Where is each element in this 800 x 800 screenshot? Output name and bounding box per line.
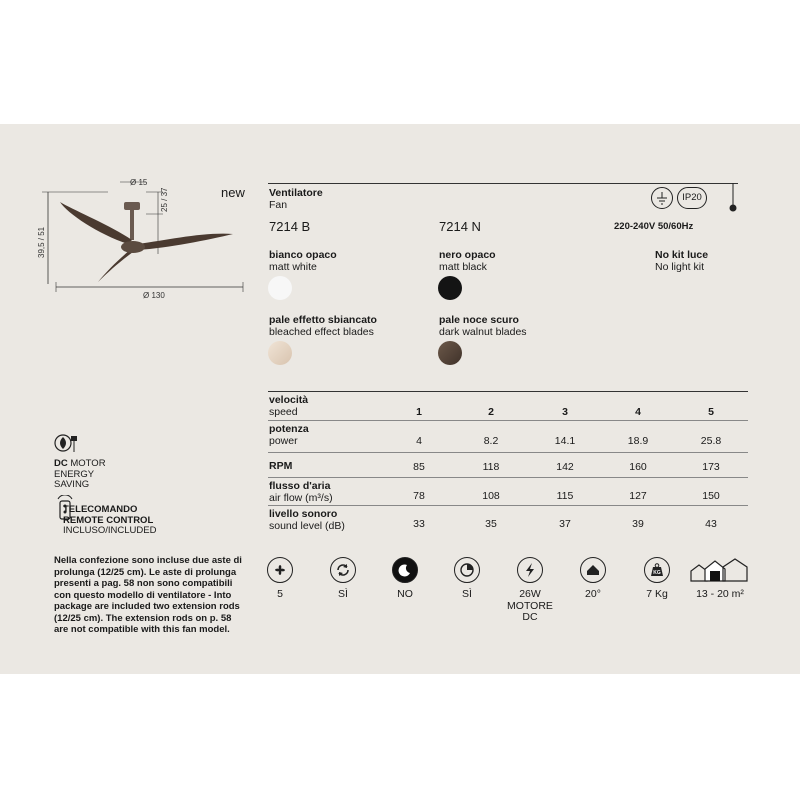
table-cell: 127: [629, 490, 647, 502]
remote-badge: [63, 505, 156, 537]
header-rule: [268, 183, 738, 184]
rod-diameter-dim: Ø 15: [130, 178, 148, 187]
table-cell: 18.9: [627, 435, 649, 447]
table-rule-3: [268, 477, 748, 478]
new-badge: new: [221, 185, 245, 200]
finish-black-it: nero opaco: [439, 249, 496, 261]
blades-white-en: bleached effect blades: [269, 326, 374, 338]
row-header-power: [269, 424, 309, 447]
finish-black-en: matt black: [439, 261, 487, 273]
dc-motor-badge: [54, 459, 106, 491]
type-en: Fan: [269, 199, 288, 211]
blades-black: [439, 314, 527, 338]
ceiling-angle-icon: [580, 557, 606, 583]
finish-black: [439, 249, 496, 273]
ceiling-mount-icon: [726, 183, 740, 215]
telecomando-label: TELECOMANDO: [63, 504, 138, 515]
sound-it: livello sonoro: [269, 508, 338, 520]
dc-motor-icon: [517, 557, 543, 583]
table-cell: 78: [413, 490, 425, 502]
product-type: [269, 187, 323, 211]
blades-black-en: dark walnut blades: [439, 326, 527, 338]
energy-label: ENERGY: [54, 468, 95, 480]
speed-it: velocità: [269, 394, 309, 406]
table-cell: 173: [702, 461, 720, 473]
spec-value: SÌ: [462, 588, 472, 600]
diameter-dim: Ø 130: [143, 291, 165, 300]
ground-icon: [651, 187, 673, 209]
airflow-it: flusso d'aria: [269, 480, 331, 492]
spec-value: NO: [397, 588, 413, 600]
table-cell: 25.8: [700, 435, 722, 447]
light-kit: [655, 249, 708, 273]
motor-type-it: MOTORE: [507, 599, 553, 612]
table-cell: 8.2: [483, 435, 499, 447]
table-cell: 2: [488, 406, 494, 418]
fan-speeds-icon: [267, 557, 293, 583]
table-cell: 142: [556, 461, 574, 473]
table-cell: 115: [556, 490, 574, 502]
table-cell: 35: [485, 518, 497, 530]
spec-value: 5: [277, 588, 283, 600]
table-rule-1: [268, 420, 748, 421]
blades-white-it: pale effetto sbiancato: [269, 314, 377, 326]
finish-white: [269, 249, 337, 273]
power-en: power: [269, 434, 298, 447]
ip-rating: IP20: [677, 187, 707, 209]
spec-value: [500, 589, 560, 624]
power-it: potenza: [269, 423, 309, 435]
remote-control-label: REMOTE CONTROL: [63, 514, 154, 526]
table-cell: 5: [708, 406, 714, 418]
rod-height-dim: 25 / 37: [160, 187, 169, 212]
code-white: 7214 B: [269, 219, 311, 234]
airflow-en: air flow (m³/s): [269, 491, 333, 504]
motor-power: 26W: [519, 588, 541, 600]
table-rule-2: [268, 452, 748, 453]
table-cell: 39: [632, 518, 644, 530]
finish-white-en: matt white: [269, 261, 317, 273]
table-cell: 3: [562, 406, 568, 418]
spec-value: 13 - 20 m²: [696, 588, 744, 600]
light-kit-it: No kit luce: [655, 249, 709, 261]
svg-text:KG: KG: [653, 570, 661, 576]
saving-label: SAVING: [54, 479, 90, 490]
voltage: 220-240V 50/60Hz: [614, 221, 694, 232]
table-rule-top: [268, 391, 748, 392]
light-kit-en: No light kit: [655, 261, 705, 273]
table-cell: 43: [705, 518, 717, 530]
swatch-black: [438, 276, 462, 300]
blades-white: [269, 314, 377, 338]
table-cell: 160: [629, 461, 647, 473]
speed-en: speed: [269, 405, 298, 418]
weight-icon: [644, 557, 670, 583]
spec-value: 7 Kg: [646, 588, 668, 600]
table-cell: 4: [635, 406, 641, 418]
table-cell: 14.1: [554, 435, 576, 447]
night-mode-icon: [392, 557, 418, 583]
spec-value: 20°: [585, 588, 601, 600]
row-header-airflow: [269, 481, 333, 504]
dc-motor-badge-icon: [54, 432, 84, 458]
timer-icon: [454, 557, 480, 583]
table-rule-4: [268, 505, 748, 506]
sound-en: sound level (dB): [269, 519, 345, 532]
table-cell: 1: [416, 406, 422, 418]
swatch-blades-white: [268, 341, 292, 365]
rpm-label: RPM: [269, 460, 293, 472]
total-height-dim: 39,5 / 51: [37, 226, 46, 258]
swatch-white: [268, 276, 292, 300]
row-header-rpm: [269, 461, 292, 473]
motor-type-dc: DC: [522, 611, 538, 623]
dc-label: DC: [54, 458, 68, 469]
room-size-icon: [689, 557, 751, 583]
row-header-speed: [269, 395, 308, 418]
included-label: INCLUSO/INCLUDED: [63, 525, 157, 536]
table-cell: 150: [702, 490, 720, 502]
table-cell: 118: [482, 461, 500, 473]
reverse-icon: [330, 557, 356, 583]
table-cell: 4: [416, 435, 422, 447]
spec-value: SÌ: [338, 588, 348, 600]
table-cell: 85: [413, 461, 425, 473]
code-black: 7214 N: [439, 219, 481, 234]
table-cell: 37: [559, 518, 571, 530]
type-it: Ventilatore: [269, 187, 323, 199]
table-cell: 33: [413, 518, 425, 530]
blades-black-it: pale noce scuro: [439, 314, 519, 326]
table-cell: 108: [482, 490, 500, 502]
package-note: Nella confezione sono incluse due aste di prolunga (12/25 cm). Le aste di prolunga presenti a pag. 58 non sono compatibili con questo modello di ventilatore - Into package are included two extension rods (12/25 cm). The extension rods on p. 58 are not compatible with this fan model.: [54, 555, 242, 635]
row-header-sound: [269, 509, 345, 532]
finish-white-it: bianco opaco: [269, 249, 337, 261]
motor-label: MOTOR: [67, 458, 106, 469]
swatch-blades-black: [438, 341, 462, 365]
